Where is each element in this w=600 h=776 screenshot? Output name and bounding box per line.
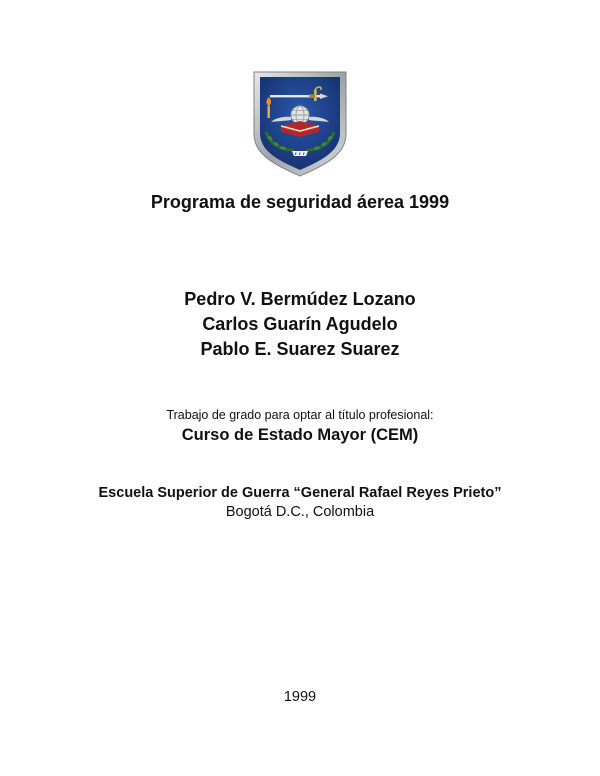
- military-shield-emblem-icon: [250, 70, 350, 178]
- author-name: Pablo E. Suarez Suarez: [200, 339, 400, 359]
- city-location: Bogotá D.C., Colombia: [225, 504, 375, 520]
- school-name: Escuela Superior de Guerra “General Rafael Reyes Prieto”: [98, 485, 502, 501]
- document-title: Programa de seguridad áerea 1999: [150, 192, 450, 212]
- author-name: Pedro V. Bermúdez Lozano: [184, 289, 416, 309]
- thesis-label: Trabajo de grado para optar al título profesional:: [166, 408, 434, 422]
- degree-title: Curso de Estado Mayor (CEM): [181, 426, 419, 444]
- author-name: Carlos Guarín Agudelo: [202, 314, 398, 334]
- author-list: [0, 287, 600, 362]
- publication-year: 1999: [283, 689, 317, 705]
